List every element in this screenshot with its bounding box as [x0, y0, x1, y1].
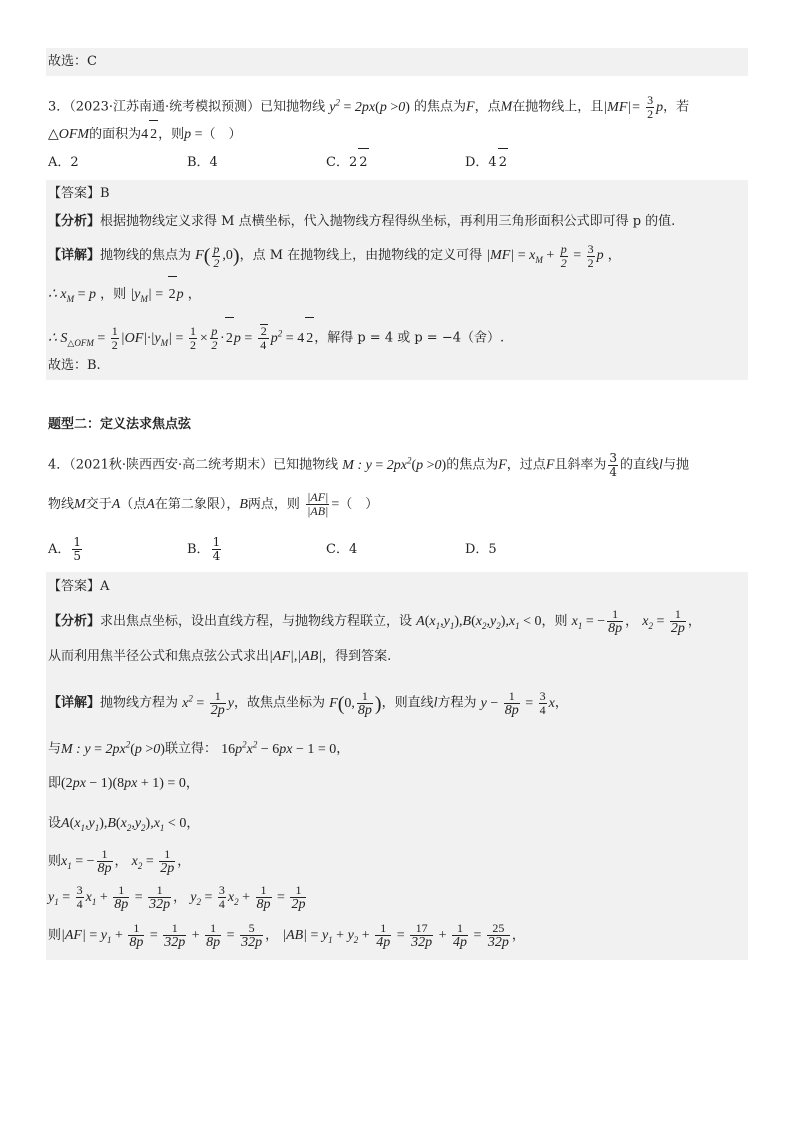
q3-parabola: $y^2 = 2px(p >0)$ [329, 97, 410, 115]
prev-answer-line [46, 48, 748, 76]
q4-option-c: C．4 [326, 542, 358, 557]
prev-answer: 故选：C [48, 54, 97, 69]
q4-source: （2021秋·陕西西安·高二统考期末） [69, 457, 274, 473]
q4-options [46, 530, 748, 570]
q4-stem-line1: 4．（2021秋·陕西西安·高二统考期末）已知抛物线 M : $y = 2px^2(p >0)$的焦点为F，过点F且斜率为 $\frac{3}{4}$ 的直线l与抛 [48, 450, 689, 479]
q3-stem-line1: 3．（2023·江苏南通·统考模拟预测）已知抛物线 $y^2 = 2px(p >0)$ 的焦点为F，点M在抛物线上，且|MF|= $\frac{3}{2}$ p，若 [48, 92, 690, 121]
q4-answer: 【答案】A [48, 579, 110, 594]
section-title: 题型二：定义法求焦点弦 [48, 417, 192, 432]
q4-option-d: D．5 [465, 542, 497, 557]
q3-option-b: B．4 [187, 155, 218, 170]
q4-option-b: B． $\frac{1}{4}$ [187, 535, 221, 563]
q4-solution: 【答案】A 【分析】求出焦点坐标，设出直线方程，与抛物线方程联立，设 $A(x_1,y_1),B(x_2,y_2),x_1 < 0$，则 $x_1$ = − $\frac{1}{8p}$ ， $x_2$ = $\frac{1}{2p}$ ， 从而利用焦半径公式和焦点弦公式求出|AF|,|AB|，得到答案. 【详解】抛物线方程为 $x^2$ = $\frac{1}{2p}$ y，故焦点坐标为 F(0, $\frac{1}{8p}$ )，则直线l方程为 y − $\frac{1}{8p}$ = $\frac{3}{4}$ x， 与M : $y = 2px^2(p >0)$联立得： $16p^2x^2 - 6px - 1 = 0$， 即(2px − 1)(8px + 1) = 0， 设$A(x_1,y_1),B(x_2,y_2),x_1 < 0$， 则$x_1$ = − $\frac{1}{8p}$ ， $x_2$ = $\frac{1}{2p}$ ， $y_1$ = $\frac{3}{4}$ $x_1$ + $\frac{1}{8p}$ = $\frac{1}{32p}$ ， $y_2$ = $\frac{3}{4}$ $x_2$ + $\frac{1}{8p}$ = $\frac{1}{2p}$ 则$|AF| = y_1$ + $\frac{1}{8p}$ = $\frac{1}{32p}$ + $\frac{1}{8p}$ = $\frac{5}{32p}$ ， $|AB| = y_1 + y_2$ + $\frac{1}{4p}$ = $\frac{17}{32p}$ + $\frac{1}{4p}$ = $\frac{25}{32p}$ ， [46, 572, 748, 960]
q3-source: （2023·江苏南通·统考模拟预测） [69, 99, 261, 115]
q3-stem-line2: △OFM的面积为4 2，则p =（ ） [46, 120, 748, 148]
q4-option-a: A． $\frac{1}{5}$ [48, 535, 82, 563]
q3-analysis: 根据抛物线定义求得 M 点横坐标，代入抛物线方程得纵坐标，再利用三角形面积公式即可得 p 的值. [100, 214, 676, 229]
q3-solution: 【答案】B 【分析】根据抛物线定义求得 M 点横坐标，代入抛物线方程得纵坐标，再利用三角形面积公式即可得 p 的值. 【详解】抛物线的焦点为 F( $\frac{p}{2}$ ,0)，点 M 在抛物线上，由抛物线的定义可得 $|MF| = x_M$ + $\frac{p}{2}$ = $\frac{3}{2}$ p ， ∴ $x_M = p$ ，则 $|y_M| = 2p$ ， ∴ $S_{\triangle OFM}$ = $\frac{1}{2}$ $|OF|\cdot|y_M|$ = $\frac{1}{2}$ × $\frac{p}{2}$ · 2p = $\frac{2}{4}$ $p^2 = 4$ 2，解得 p = 4 或 p = −4（舍）. 故选：B. [46, 180, 748, 380]
q3-options [46, 148, 748, 176]
q3-option-d: D．4 2 [465, 148, 604, 177]
q4-stem-line2: 物线M交于A（点A在第二象限），B两点，则 $\frac{|AF|}{|AB|}$ =（ ） [48, 490, 379, 519]
q3-answer: 【答案】B [48, 186, 110, 201]
q3-option-a: A．2 [48, 155, 79, 170]
q3-final: 故选：B. [48, 358, 101, 373]
q3-option-c: C．2 2 [326, 148, 465, 177]
